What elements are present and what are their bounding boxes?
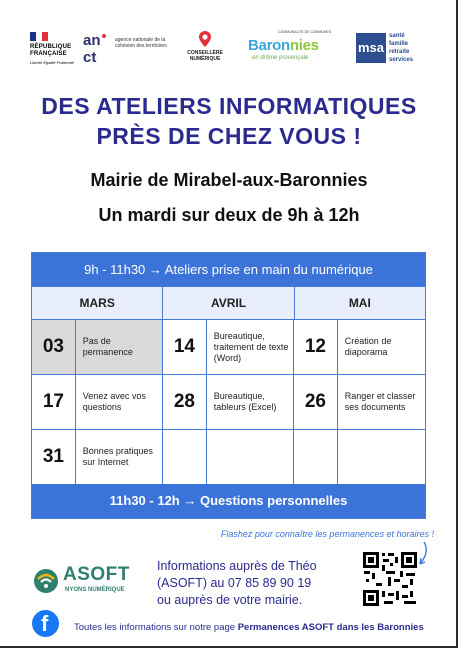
day-cell: 14 xyxy=(163,320,207,374)
questions-band: 11h30 - 12h → Questions personnelles xyxy=(32,484,425,518)
title-line-1: DES ATELIERS INFORMATIQUES xyxy=(41,93,417,119)
day-cell xyxy=(163,430,207,484)
main-title xyxy=(0,91,458,151)
republique-francaise-logo xyxy=(30,30,78,65)
republique-name: RÉPUBLIQUE FRANÇAISE xyxy=(30,44,72,57)
month-header: AVRIL xyxy=(163,287,294,319)
msa-line: services xyxy=(389,57,414,63)
schedule-table xyxy=(31,252,426,519)
asoft-logo xyxy=(31,562,141,598)
topic-cell: Venez avec vos questions xyxy=(76,375,163,429)
republique-motto: Liberté Égalité Fraternité xyxy=(30,60,74,65)
msa-line: retraite xyxy=(389,49,410,55)
day-cell: 28 xyxy=(163,375,207,429)
day-cell: 17 xyxy=(32,375,76,429)
baronnies-name-part1: Baron xyxy=(248,37,290,54)
msa-mark: msa xyxy=(356,33,386,63)
day-cell: 12 xyxy=(294,320,338,374)
day-cell: 31 xyxy=(32,430,76,484)
asoft-name: ASOFT xyxy=(63,564,130,585)
msa-lines xyxy=(389,32,413,64)
contact-line: Informations auprès de Théo xyxy=(157,559,317,573)
topic-cell: Création de diaporama xyxy=(344,336,392,357)
title-line-2: PRÈS DE CHEZ VOUS ! xyxy=(96,123,362,149)
svg-text:ct: ct xyxy=(83,49,97,66)
baronnies-name xyxy=(248,37,319,54)
facebook-page-link[interactable]: Permanences ASOFT dans les Baronnies xyxy=(237,622,424,633)
day-cell: 26 xyxy=(294,375,338,429)
topic-cell xyxy=(338,430,425,484)
topic-cell: Bureautique, traitement de texte (Word) xyxy=(207,320,294,374)
month-header-row xyxy=(32,286,425,319)
wifi-icon xyxy=(33,566,59,594)
conseiller-numerique-logo xyxy=(180,30,230,62)
qr-flash-note: Flashez pour connaître les permanences et horaires ! xyxy=(220,529,434,539)
day-cell xyxy=(294,430,338,484)
topic-cell: Pas de permanence xyxy=(76,320,163,374)
contact-line: (ASOFT) au 07 85 89 90 19 xyxy=(157,576,312,590)
contact-line: ou auprès de votre mairie. xyxy=(157,593,303,607)
day-cell: 03 xyxy=(32,320,76,374)
topic-cell: Ranger et classer ses documents xyxy=(344,391,416,412)
msa-line: santé xyxy=(389,33,405,39)
topic-cell: Bonnes pratiques sur Internet xyxy=(76,430,163,484)
table-row xyxy=(32,429,425,484)
location-pin-icon xyxy=(199,31,211,47)
anct-text: agence nationale de la cohésion des territoires xyxy=(115,37,167,49)
msa-line: famille xyxy=(389,41,409,47)
topic-cell xyxy=(207,430,294,484)
facebook-page-text xyxy=(74,622,424,633)
partner-logos xyxy=(30,30,430,74)
morning-band: 9h - 11h30 → Ateliers prise en main du numérique xyxy=(32,253,425,286)
conseiller-label: CONSEILLÈRE NUMÉRIQUE xyxy=(187,50,223,62)
facebook-icon[interactable]: f xyxy=(32,610,59,637)
month-header: MAI xyxy=(348,296,371,310)
topic-cell: Bureautique, tableurs (Excel) xyxy=(207,375,294,429)
table-row xyxy=(32,319,425,374)
french-flag-icon xyxy=(30,32,48,41)
anct-mark-icon xyxy=(82,30,110,64)
contact-info xyxy=(157,558,347,609)
baronnies-name-part2: nies xyxy=(289,37,319,54)
table-row xyxy=(32,374,425,429)
baronnies-subtitle: en drôme provençale xyxy=(252,55,309,61)
qr-code-icon[interactable] xyxy=(362,551,418,607)
svg-text:an: an xyxy=(83,32,101,49)
location-text: Mairie de Mirabel-aux-Baronnies xyxy=(90,170,368,190)
asoft-subtitle: NYONS NUMÉRIQUE xyxy=(65,587,125,593)
schedule-text: Un mardi sur deux de 9h à 12h xyxy=(98,205,360,225)
month-header: MARS xyxy=(32,287,163,319)
baronnies-small-text: COMMUNAUTÉ DE COMMUNES xyxy=(278,30,332,34)
footer-prefix: Toutes les informations sur notre page xyxy=(74,622,238,633)
